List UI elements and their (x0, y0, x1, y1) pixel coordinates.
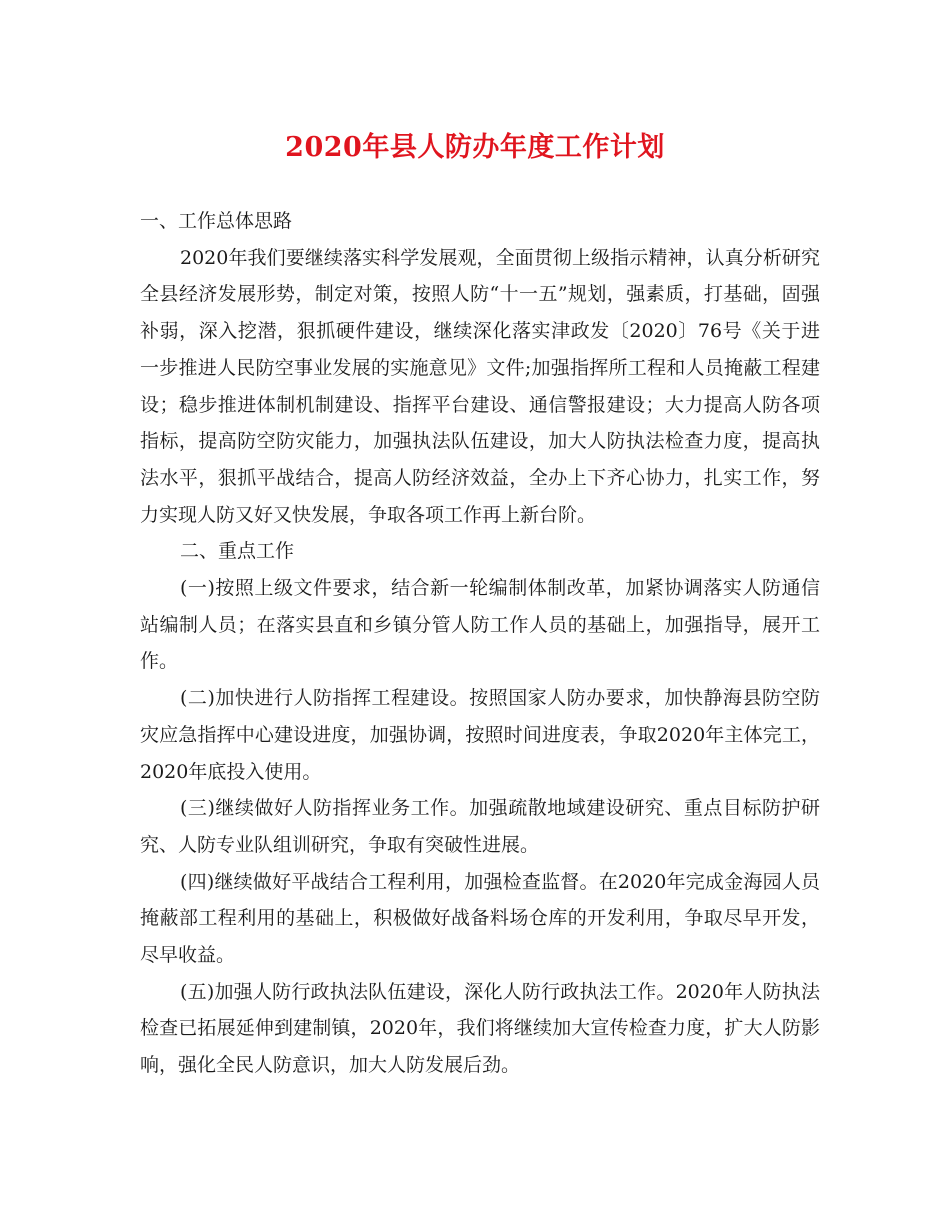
paragraph-item-3: (三)继续做好人防指挥业务工作。加强疏散地域建设研究、重点目标防护研究、人防专业队组训研究，争取有突破性进展。 (140, 797, 820, 856)
paragraph-item-1: (一)按照上级文件要求，结合新一轮编制体制改革，加紧协调落实人防通信站编制人员；在落实县直和乡镇分管人防工作人员的基础上，加强指导，展开工作。 (140, 577, 820, 673)
paragraph-item-5: (五)加强人防行政执法队伍建设，深化人防行政执法工作。2020年人防执法检查已拓展延伸到建制镇，2020年，我们将继续加大宣传检查力度，扩大人防影响，强化全民人防意识，加大人防发展后劲。 (140, 980, 820, 1077)
document-body (140, 203, 820, 1084)
paragraph-overall-approach: 2020年我们要继续落实科学发展观，全面贯彻上级指示精神，认真分析研究全县经济发展形势，制定对策，按照人防“十一五”规划，强素质，打基础，固强补弱，深入挖潜，狠抓硬件建设，继续深化落实津政发〔2020〕76号《关于进一步推进人民防空事业发展的实施意见》文件;加强指挥所工程和人员掩蔽工程建设；稳步推进体制机制建设、指挥平台建设、通信警报建设；大力提高人防各项指标，提高防空防灾能力，加强执法队伍建设，加大人防执法检查力度，提高执法水平，狠抓平战结合，提高人防经济效益，全办上下齐心协力，扎实工作，努力实现人防又好又快发展，争取各项工作再上新台阶。 (140, 246, 820, 526)
paragraph-item-2: (二)加快进行人防指挥工程建设。按照国家人防办要求，加快静海县防空防灾应急指挥中心建设进度，加强协调，按照时间进度表，争取2020年主体完工，2020年底投入使用。 (140, 687, 820, 783)
document-title: 2020年县人防办年度工作计划 (285, 132, 665, 163)
paragraph-item-4: (四)继续做好平战结合工程利用，加强检查监督。在2020年完成金海园人员掩蔽部工程利用的基础上，积极做好战备料场仓库的开发利用，争取尽早开发，尽早收益。 (140, 870, 820, 967)
section-heading-key-work: 二、重点工作 (180, 540, 295, 563)
section-heading-overall-approach: 一、工作总体思路 (140, 210, 293, 232)
